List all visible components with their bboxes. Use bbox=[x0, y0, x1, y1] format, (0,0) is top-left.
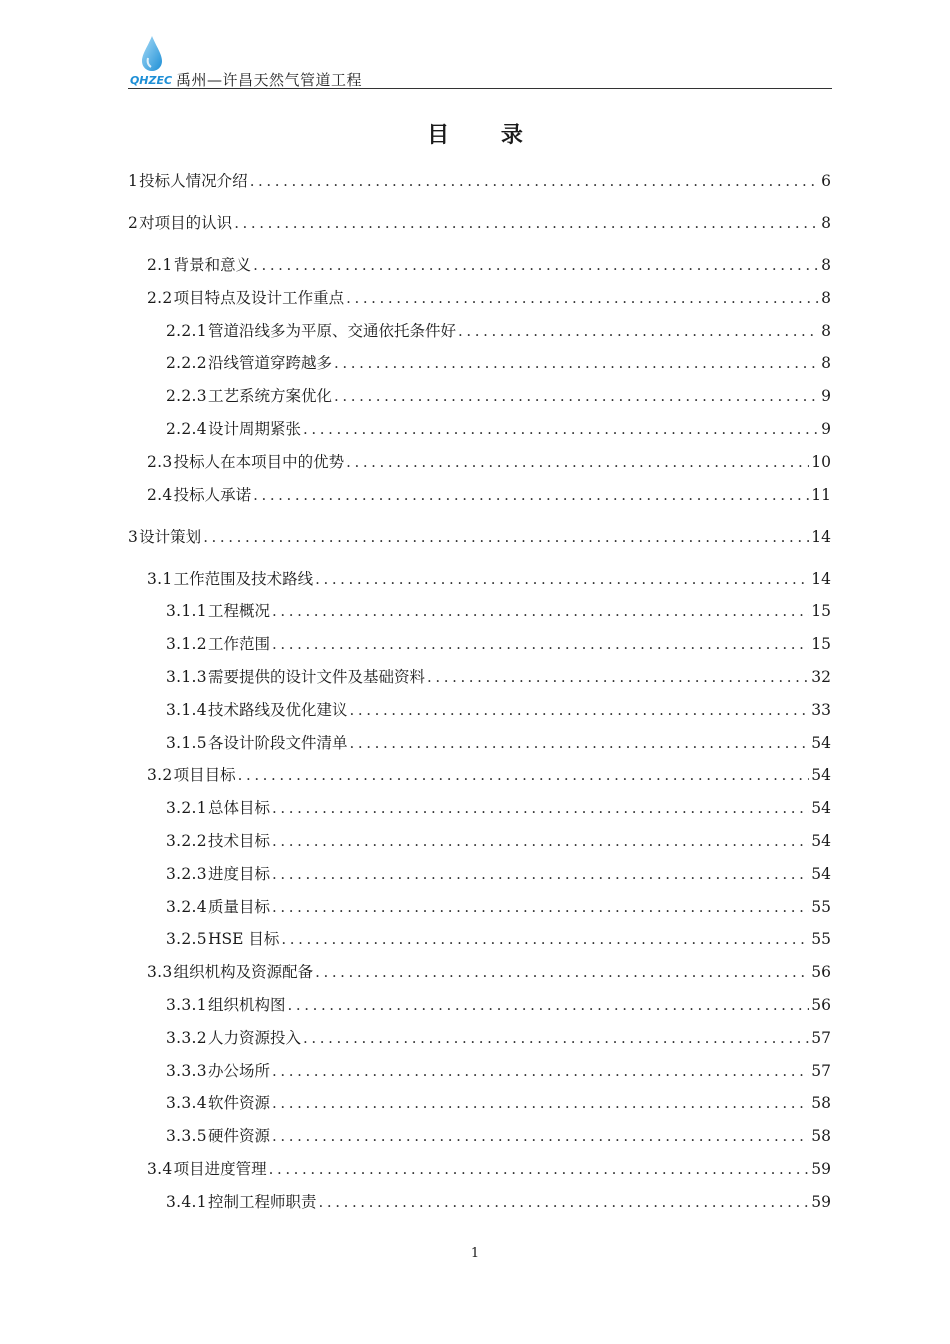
toc-entry-number: 3.1.2 bbox=[166, 635, 207, 654]
toc-entry-page: 8 bbox=[821, 354, 831, 373]
toc-entry[interactable] bbox=[128, 211, 831, 235]
toc-entry-page: 58 bbox=[811, 1127, 831, 1146]
toc-entry-number: 2.2.1 bbox=[166, 321, 207, 340]
toc-entry-label: 设计周期紧张 bbox=[207, 420, 301, 438]
toc-entry-number: 3.3 bbox=[147, 963, 173, 982]
toc-entry[interactable] bbox=[166, 417, 831, 441]
toc-entry[interactable] bbox=[147, 286, 831, 310]
toc-entry-page: 54 bbox=[811, 864, 831, 883]
toc-entry-label: 投标人承诺 bbox=[173, 485, 252, 504]
toc-entry-number: 2.2.4 bbox=[166, 420, 207, 438]
toc-entry-page: 9 bbox=[821, 420, 831, 438]
toc-entry[interactable] bbox=[166, 1124, 831, 1148]
toc-entry-page: 8 bbox=[821, 321, 831, 340]
toc-entry-page: 55 bbox=[811, 930, 831, 949]
toc-entry-label: 软件资源 bbox=[207, 1094, 270, 1113]
toc-dot-leader bbox=[272, 1059, 809, 1083]
toc-entry-number: 3.3.4 bbox=[166, 1094, 207, 1113]
toc-entry-label: 项目目标 bbox=[173, 766, 236, 785]
toc-dot-leader bbox=[315, 960, 809, 984]
logo-text: QHZEC bbox=[129, 74, 173, 87]
toc-entry[interactable] bbox=[166, 1026, 831, 1050]
toc-entry-number: 2.2.2 bbox=[166, 354, 207, 373]
toc-entry-page: 14 bbox=[811, 527, 831, 546]
toc-entry[interactable] bbox=[128, 525, 831, 549]
toc-entry-label: 进度目标 bbox=[207, 864, 270, 883]
toc-dot-leader bbox=[315, 567, 809, 591]
toc-entry-page: 54 bbox=[811, 832, 831, 850]
toc-entry-label: 沿线管道穿跨越多 bbox=[207, 354, 332, 373]
toc-entry-page: 10 bbox=[811, 452, 831, 471]
toc-entry-number: 3.4.1 bbox=[166, 1192, 207, 1211]
toc-entry-number: 3.1.5 bbox=[166, 733, 207, 752]
toc-dot-leader bbox=[346, 450, 809, 474]
toc-entry-number: 3.2.4 bbox=[166, 897, 207, 916]
toc-entry-label: 组织机构及资源配备 bbox=[173, 963, 314, 982]
toc-dot-leader bbox=[427, 665, 809, 689]
toc-entry[interactable] bbox=[166, 632, 831, 656]
toc-entry-page: 14 bbox=[811, 569, 831, 588]
toc-entry[interactable] bbox=[166, 1059, 831, 1083]
toc-entry[interactable] bbox=[166, 731, 831, 755]
toc-entry-label: 工作范围及技术路线 bbox=[173, 569, 314, 588]
toc-entry-page: 57 bbox=[811, 1061, 831, 1080]
toc-entry-number: 3.2.3 bbox=[166, 864, 207, 883]
toc-dot-leader bbox=[269, 1157, 810, 1181]
toc-entry-page: 8 bbox=[821, 256, 831, 274]
toc-dot-leader bbox=[458, 319, 819, 343]
toc-entry-page: 33 bbox=[811, 700, 831, 719]
toc-entry[interactable] bbox=[147, 253, 831, 277]
toc-entry[interactable] bbox=[166, 796, 831, 820]
toc-entry-number: 1 bbox=[128, 172, 139, 190]
toc-entry-page: 54 bbox=[811, 799, 831, 818]
toc-entry[interactable] bbox=[147, 960, 831, 984]
toc-dot-leader bbox=[234, 211, 819, 235]
toc-dot-leader bbox=[238, 763, 810, 787]
toc-entry-number: 2.2.3 bbox=[166, 387, 207, 406]
toc-dot-leader bbox=[272, 895, 809, 919]
toc-entry-label: 办公场所 bbox=[207, 1061, 270, 1080]
toc-entry-label: 工艺系统方案优化 bbox=[207, 387, 332, 406]
toc-entry-label: 背景和意义 bbox=[173, 256, 252, 274]
toc-entry[interactable] bbox=[166, 1091, 831, 1115]
toc-dot-leader bbox=[203, 525, 809, 549]
toc-entry[interactable] bbox=[166, 384, 831, 408]
toc-entry-number: 3.2.5 bbox=[166, 930, 207, 949]
toc-entry-label: 管道沿线多为平原、交通依托条件好 bbox=[207, 321, 456, 340]
toc-entry[interactable] bbox=[147, 763, 831, 787]
toc-entry-label: 人力资源投入 bbox=[207, 1028, 301, 1047]
toc-dot-leader bbox=[334, 384, 819, 408]
toc-entry-number: 2.4 bbox=[147, 485, 173, 504]
toc-entry-label: 总体目标 bbox=[207, 799, 270, 818]
toc-entry-number: 2 bbox=[128, 214, 139, 232]
toc-entry-label: 项目进度管理 bbox=[173, 1160, 267, 1178]
toc-entry-label: 硬件资源 bbox=[207, 1127, 270, 1146]
toc-entry-label: 工作范围 bbox=[207, 635, 270, 654]
toc-entry-page: 15 bbox=[811, 602, 831, 621]
toc-entry-number: 3.3.2 bbox=[166, 1028, 207, 1047]
toc-entry[interactable] bbox=[128, 169, 831, 193]
toc-entry-page: 8 bbox=[821, 288, 831, 307]
page-number: 1 bbox=[470, 1246, 480, 1261]
toc-entry-page: 59 bbox=[811, 1160, 831, 1178]
toc-dot-leader bbox=[272, 632, 809, 656]
toc-entry-number: 3.1.4 bbox=[166, 700, 207, 719]
toc-dot-leader bbox=[253, 253, 819, 277]
toc-entry-label: 需要提供的设计文件及基础资料 bbox=[207, 668, 425, 686]
toc-entry[interactable] bbox=[166, 698, 831, 722]
toc-entry-label: 组织机构图 bbox=[207, 996, 286, 1014]
toc-entry-number: 3.4 bbox=[147, 1160, 173, 1178]
toc-dot-leader bbox=[272, 1091, 809, 1115]
toc-entry-number: 3.2.1 bbox=[166, 799, 207, 818]
toc-entry-label: 技术目标 bbox=[207, 832, 270, 850]
toc-entry-number: 2.1 bbox=[147, 256, 173, 274]
toc-entry-page: 56 bbox=[811, 996, 831, 1014]
toc-entry-number: 3.3.3 bbox=[166, 1061, 207, 1080]
toc-entry-label: 设计策划 bbox=[139, 527, 202, 546]
toc-entry-page: 57 bbox=[811, 1028, 831, 1047]
toc-dot-leader bbox=[272, 862, 809, 886]
toc-dot-leader bbox=[272, 829, 809, 853]
toc-entry-page: 56 bbox=[811, 963, 831, 982]
toc-entry[interactable] bbox=[166, 862, 831, 886]
toc-dot-leader bbox=[272, 599, 809, 623]
toc-entry-page: 59 bbox=[811, 1192, 831, 1211]
toc-entry-page: 32 bbox=[811, 668, 831, 686]
toc-entry-page: 54 bbox=[811, 733, 831, 752]
toc-entry-label: 投标人情况介绍 bbox=[139, 172, 248, 190]
toc-dot-leader bbox=[272, 1124, 809, 1148]
toc-entry-number: 3.1 bbox=[147, 569, 173, 588]
toc-dot-leader bbox=[303, 1026, 809, 1050]
toc-entry-number: 3.1.3 bbox=[166, 668, 207, 686]
toc-entry-label: 质量目标 bbox=[207, 897, 270, 916]
toc-entry-page: 54 bbox=[811, 766, 831, 785]
toc-entry-page: 55 bbox=[811, 897, 831, 916]
toc-dot-leader bbox=[250, 169, 819, 193]
toc-entry-number: 3.1.1 bbox=[166, 602, 207, 621]
toc-entry[interactable] bbox=[166, 665, 831, 689]
toc-entry[interactable] bbox=[147, 450, 831, 474]
toc-entry-label: 工程概况 bbox=[207, 602, 270, 621]
toc-entry-number: 3.3.5 bbox=[166, 1127, 207, 1146]
toc-entry-label: 各设计阶段文件清单 bbox=[207, 733, 348, 752]
toc-dot-leader bbox=[334, 351, 819, 375]
toc-entry-label: HSE 目标 bbox=[207, 930, 280, 949]
toc-entry[interactable] bbox=[166, 895, 831, 919]
toc-entry[interactable] bbox=[166, 1190, 831, 1214]
toc-entry[interactable] bbox=[166, 927, 831, 951]
toc-entry[interactable] bbox=[166, 351, 831, 375]
toc-entry[interactable] bbox=[147, 1157, 831, 1181]
toc-entry[interactable] bbox=[166, 993, 831, 1017]
toc-entry-number: 3.2.2 bbox=[166, 832, 207, 850]
toc-dot-leader bbox=[318, 1190, 809, 1214]
toc-entry-label: 投标人在本项目中的优势 bbox=[173, 452, 345, 471]
toc-dot-leader bbox=[346, 286, 819, 310]
toc-entry-number: 3 bbox=[128, 527, 139, 546]
toc-dot-leader bbox=[253, 483, 809, 507]
toc-entry-page: 15 bbox=[811, 635, 831, 654]
toc-entry-label: 控制工程师职责 bbox=[207, 1192, 317, 1211]
toc-entry-page: 6 bbox=[821, 172, 831, 190]
toc-entry[interactable] bbox=[147, 567, 831, 591]
toc-dot-leader bbox=[303, 417, 819, 441]
toc-dot-leader bbox=[349, 698, 809, 722]
toc-dot-leader bbox=[281, 927, 809, 951]
toc-entry-label: 技术路线及优化建议 bbox=[207, 700, 348, 719]
toc-entry-number: 2.3 bbox=[147, 452, 173, 471]
toc-entry[interactable] bbox=[166, 829, 831, 853]
toc-entry-page: 8 bbox=[821, 214, 831, 232]
toc-entry-number: 3.2 bbox=[147, 766, 173, 785]
toc-entry-page: 58 bbox=[811, 1094, 831, 1113]
toc-entry-number: 2.2 bbox=[147, 288, 173, 307]
header-title: 禹州—许昌天然气管道工程 bbox=[176, 71, 363, 89]
toc-dot-leader bbox=[349, 731, 809, 755]
page-title: 目 录 bbox=[427, 122, 545, 148]
toc-entry-page: 11 bbox=[811, 485, 831, 504]
toc-entry[interactable] bbox=[166, 319, 831, 343]
toc-entry[interactable] bbox=[166, 599, 831, 623]
toc-entry-page: 9 bbox=[821, 387, 831, 406]
toc-dot-leader bbox=[287, 993, 809, 1017]
toc-entry[interactable] bbox=[147, 483, 831, 507]
toc-entry-label: 对项目的认识 bbox=[139, 214, 233, 232]
toc-dot-leader bbox=[272, 796, 809, 820]
toc-entry-label: 项目特点及设计工作重点 bbox=[173, 288, 345, 307]
toc-entry-number: 3.3.1 bbox=[166, 996, 207, 1014]
